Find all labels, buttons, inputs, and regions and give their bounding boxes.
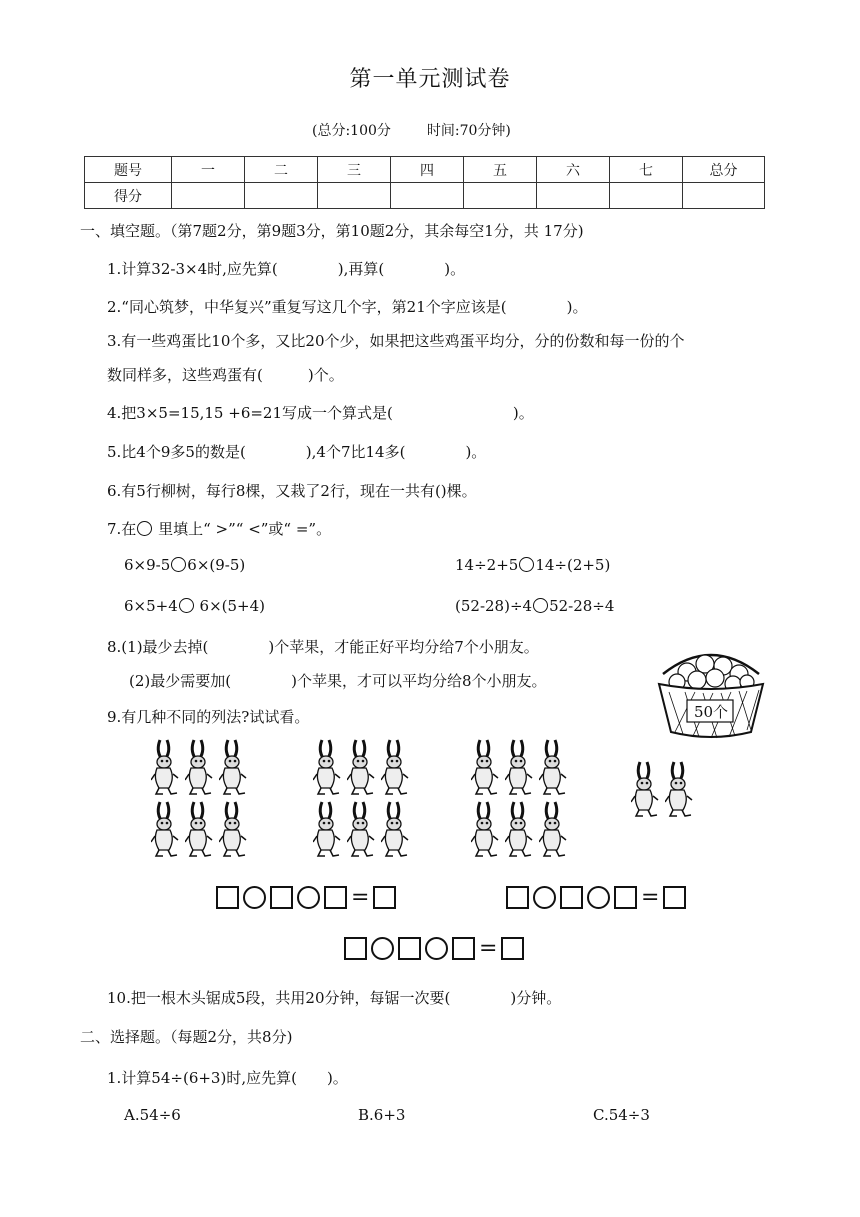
compare-circle-icon[interactable] [533, 598, 548, 613]
score-table-cell: 六 [537, 157, 610, 183]
compare-right: 6×(5+4) [194, 597, 266, 615]
score-table-header-row [85, 157, 765, 183]
compare-left: 6×5+4 [124, 597, 178, 615]
rabbit-icon [539, 738, 569, 796]
compare-item [455, 556, 610, 574]
compare-left: 6×9-5 [124, 556, 171, 574]
section2-heading: 二、选择题。（每题2分，共8分) [80, 1028, 293, 1046]
operator-circle[interactable] [587, 886, 610, 909]
question-7 [107, 518, 331, 539]
rabbit-icon [471, 738, 501, 796]
rabbit-icon [539, 800, 569, 858]
score-table-cell: 七 [610, 157, 683, 183]
compare-left: (52-28)÷4 [455, 597, 533, 615]
compare-circle-icon[interactable] [171, 557, 186, 572]
rabbit-icon [347, 738, 377, 796]
question-6: 6.有5行柳树，每行8棵，又栽了2行，现在一共有()棵。 [107, 482, 477, 500]
equation-blank-2 [506, 886, 686, 909]
choice-question-1: 1.计算54÷(6+3)时,应先算( )。 [107, 1069, 348, 1087]
rabbit-icon [219, 738, 249, 796]
answer-box[interactable] [373, 886, 396, 909]
operator-circle[interactable] [297, 886, 320, 909]
score-table-cell: 三 [318, 157, 391, 183]
compare-circle-icon [137, 521, 152, 536]
question-3-line1: 3.有一些鸡蛋比10个多，又比20个少，如果把这些鸡蛋平均分，分的份数和每一份的个 [107, 332, 685, 350]
answer-box[interactable] [398, 937, 421, 960]
operator-circle[interactable] [371, 937, 394, 960]
answer-box[interactable] [344, 937, 367, 960]
rabbit-icon [631, 760, 661, 818]
score-input-cell[interactable] [318, 183, 391, 209]
compare-item [124, 597, 265, 615]
answer-box[interactable] [560, 886, 583, 909]
score-table-score-row [85, 183, 765, 209]
choice-option-a[interactable]: A.54÷6 [124, 1106, 181, 1124]
rabbit-icon [665, 760, 695, 818]
question-3-line2: 数同样多，这些鸡蛋有( )个。 [107, 366, 344, 384]
score-table-cell: 四 [391, 157, 464, 183]
question-8-2: (2)最少需要加( )个苹果，才可以平均分给8个小朋友。 [129, 672, 547, 690]
score-input-cell[interactable] [464, 183, 537, 209]
answer-box[interactable] [506, 886, 529, 909]
compare-left: 14÷2+5 [455, 556, 519, 574]
compare-item [455, 597, 614, 615]
page-title: 第一单元测试卷 [349, 67, 511, 92]
score-input-cell[interactable] [245, 183, 318, 209]
question-5: 5.比4个9多5的数是( ),4个7比14多( )。 [107, 443, 487, 461]
score-table-cell: 一 [172, 157, 245, 183]
exam-time: 时间:70分钟) [426, 123, 511, 139]
answer-box[interactable] [216, 886, 239, 909]
choice-option-c[interactable]: C.54÷3 [593, 1106, 650, 1124]
rabbit-group-3 [471, 738, 576, 858]
score-table [84, 156, 765, 209]
compare-item [124, 556, 245, 574]
rabbit-icon [185, 738, 215, 796]
answer-box[interactable] [501, 937, 524, 960]
rabbit-icon [505, 738, 535, 796]
apple-basket-image [655, 642, 767, 740]
rabbit-icon [347, 800, 377, 858]
rabbit-icon [313, 800, 343, 858]
section1-heading: 一、填空题。（第7题2分，第9题3分，第10题2分，其余每空1分，共 17分) [80, 222, 584, 240]
equation-blank-3 [344, 937, 524, 960]
compare-right: 52-28÷4 [549, 597, 615, 615]
question-8-1: 8.(1)最少去掉( )个苹果，才能正好平均分给7个小朋友。 [107, 638, 539, 656]
exam-info [312, 120, 511, 140]
rabbit-icon [151, 800, 181, 858]
answer-box[interactable] [663, 886, 686, 909]
rabbit-icon [151, 738, 181, 796]
score-table-cell: 总分 [683, 157, 765, 183]
rabbit-group-1 [151, 738, 256, 858]
operator-circle[interactable] [533, 886, 556, 909]
question-9: 9.有几种不同的列法?试试看。 [107, 708, 310, 726]
equals-sign-icon: = [351, 884, 370, 910]
score-input-cell[interactable] [610, 183, 683, 209]
question-7-prefix: 7.在 [107, 520, 137, 538]
rabbit-icon [471, 800, 501, 858]
score-table-cell: 二 [245, 157, 318, 183]
equals-sign-icon: = [479, 935, 498, 961]
total-score: (总分:100分 [312, 123, 391, 139]
score-input-cell[interactable] [172, 183, 245, 209]
question-4: 4.把3×5=15,15 +6=21写成一个算式是( )。 [107, 404, 534, 422]
rabbit-group-4 [631, 760, 701, 818]
answer-box[interactable] [452, 937, 475, 960]
question-7-suffix: 里填上“ >”“ <”或“ =”。 [153, 520, 332, 538]
compare-circle-icon[interactable] [179, 598, 194, 613]
answer-box[interactable] [614, 886, 637, 909]
score-table-cell: 题号 [85, 157, 172, 183]
choice-option-b[interactable]: B.6+3 [358, 1106, 406, 1124]
question-2: 2.“同心筑梦，中华复兴”重复写这几个字，第21个字应该是( )。 [107, 298, 588, 316]
compare-right: 6×(9-5) [187, 556, 246, 574]
operator-circle[interactable] [425, 937, 448, 960]
rabbit-icon [219, 800, 249, 858]
rabbit-icon [313, 738, 343, 796]
question-10: 10.把一根木头锯成5段，共用20分钟，每锯一次要( )分钟。 [107, 989, 562, 1007]
equals-sign-icon: = [641, 884, 660, 910]
rabbit-icon [505, 800, 535, 858]
score-input-cell[interactable] [391, 183, 464, 209]
answer-box[interactable] [324, 886, 347, 909]
rabbit-group-2 [313, 738, 418, 858]
rabbit-icon [381, 738, 411, 796]
equation-blank-1 [216, 886, 396, 909]
basket-icon [655, 642, 767, 740]
score-row-label: 得分 [85, 183, 172, 209]
compare-circle-icon[interactable] [519, 557, 534, 572]
basket-label: 50个 [693, 703, 729, 721]
score-table-cell: 五 [464, 157, 537, 183]
score-input-cell[interactable] [683, 183, 765, 209]
rabbit-icon [381, 800, 411, 858]
operator-circle[interactable] [243, 886, 266, 909]
compare-right: 14÷(2+5) [535, 556, 611, 574]
rabbit-icon [185, 800, 215, 858]
answer-box[interactable] [270, 886, 293, 909]
score-input-cell[interactable] [537, 183, 610, 209]
question-1: 1.计算32-3×4时,应先算( ),再算( )。 [107, 260, 466, 278]
